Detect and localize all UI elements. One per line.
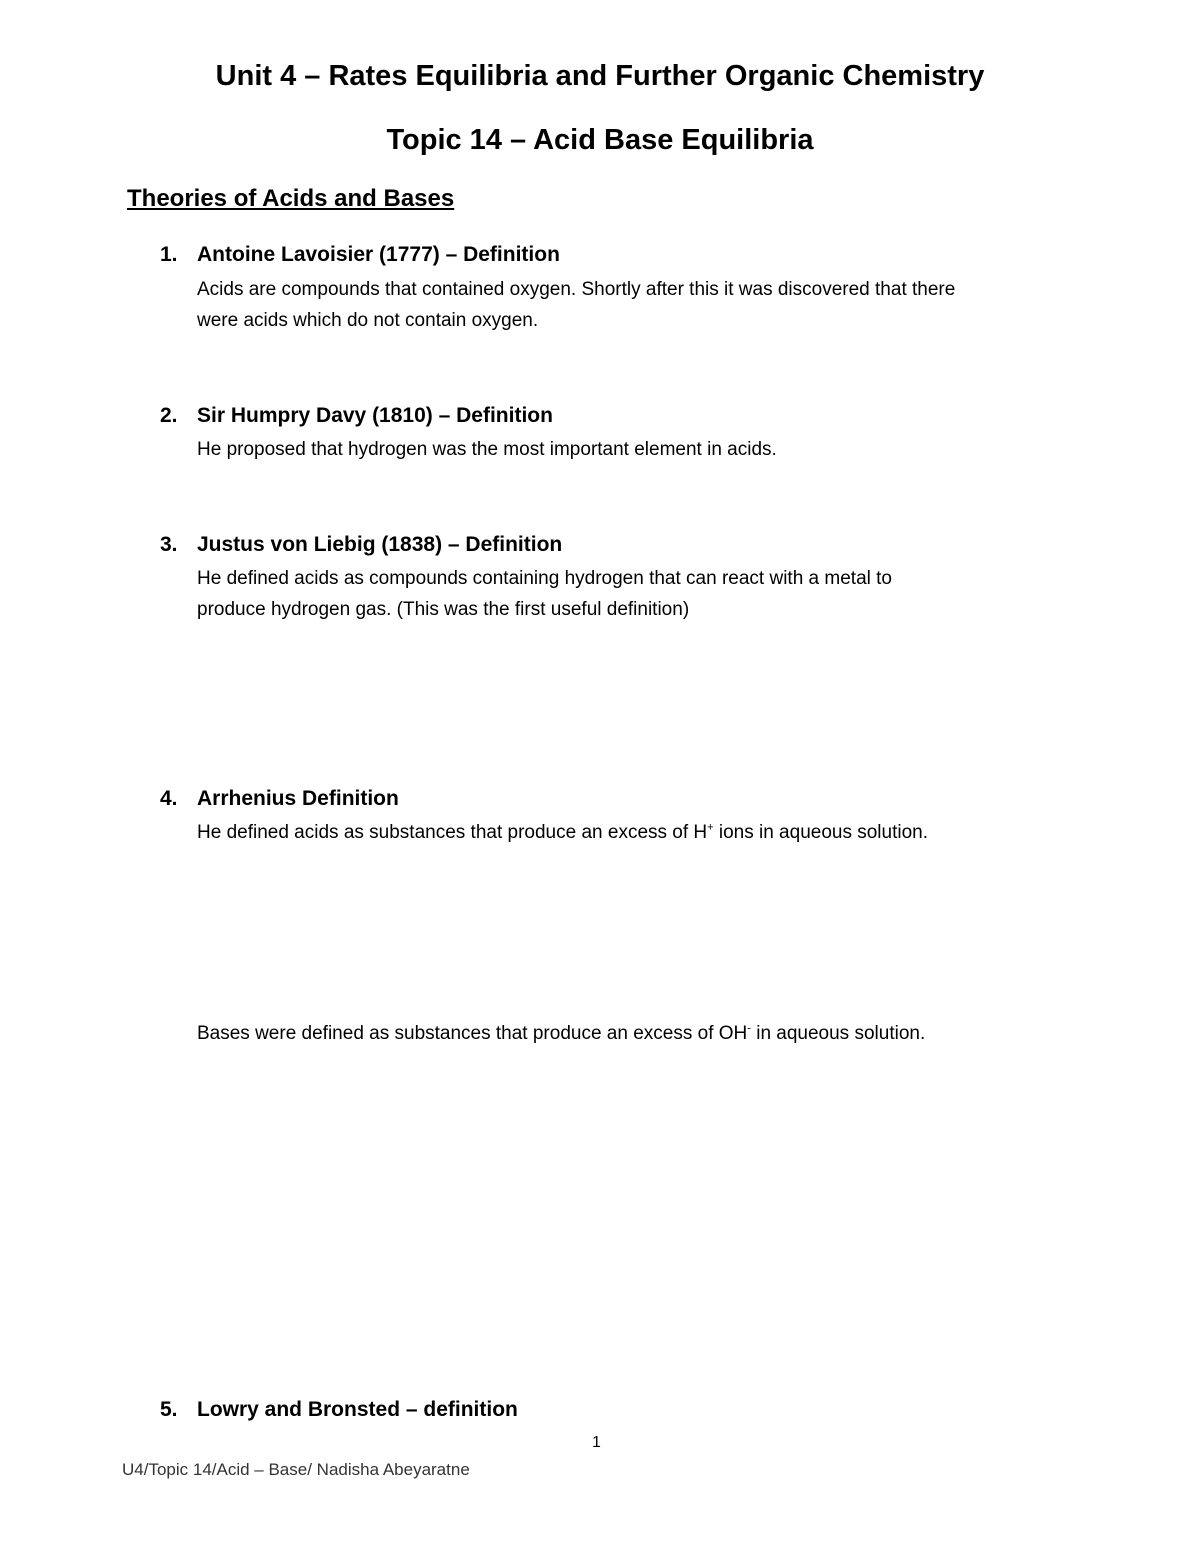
item-number: 2. (160, 404, 178, 427)
item-heading: Sir Humpry Davy (1810) – Definition (197, 404, 553, 427)
item-heading: Lowry and Bronsted – definition (197, 1398, 518, 1421)
item-heading: Arrhenius Definition (197, 787, 399, 810)
topic-title: Topic 14 – Acid Base Equilibria (386, 124, 814, 156)
page-footer: U4/Topic 14/Acid – Base/ Nadisha Abeyaratne (122, 1460, 470, 1479)
item-body-line: produce hydrogen gas. (This was the first useful definition) (197, 599, 690, 620)
item-number: 1. (160, 243, 178, 266)
item-body-line: were acids which do not contain oxygen. (197, 310, 539, 331)
page-number: 1 (592, 1434, 601, 1451)
item-number: 5. (160, 1398, 178, 1421)
item-heading: Justus von Liebig (1838) – Definition (197, 533, 563, 556)
item-number: 4. (160, 787, 178, 810)
item-body-line: Acids are compounds that contained oxygen. Shortly after this it was discovered that there (197, 279, 956, 300)
item-body-line: He defined acids as compounds containing hydrogen that can react with a metal to (197, 568, 892, 589)
item-number: 3. (160, 533, 178, 556)
item-body-line: He proposed that hydrogen was the most important element in acids. (197, 439, 777, 460)
section-heading: Theories of Acids and Bases (127, 185, 455, 212)
unit-title: Unit 4 – Rates Equilibria and Further Organic Chemistry (215, 60, 985, 92)
arrhenius-acid-definition: He defined acids as substances that produce an excess of H+ ions in aqueous solution. (197, 821, 929, 843)
arrhenius-base-definition: Bases were defined as substances that produce an excess of OH- in aqueous solution. (197, 1022, 926, 1044)
item-heading: Antoine Lavoisier (1777) – Definition (197, 243, 560, 266)
